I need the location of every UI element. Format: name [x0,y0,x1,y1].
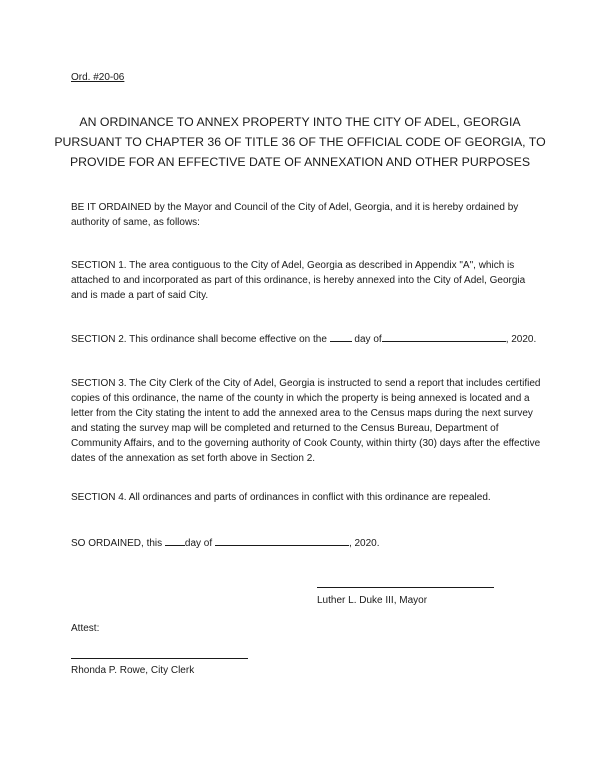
section-3-paragraph: SECTION 3. The City Clerk of the City of Adel, Georgia is instructed to send a report that includes certified copies of this ordinance, the name of the county in which the property is being annexed is located and a letter from the City stating the intent to add the annexed area to the Census maps during the next survey and stating the survey map will be completed and returned to the Census Bureau, Department of Community Affairs, and to the governing authority of Cook County, within thirty (30) days after the effective dates of the annexation as set forth above in Section 2. [71,378,541,464]
so-ordained-text-end: , 2020. [348,538,380,549]
title-line-3: PROVIDE FOR AN EFFECTIVE DATE OF ANNEXATION AND OTHER PURPOSES [69,155,531,169]
title-line-1: AN ORDINANCE TO ANNEX PROPERTY INTO THE CITY OF ADEL, GEORGIA [79,115,521,129]
so-ordained-text-start: SO ORDAINED, this [71,538,165,549]
ordained-month-blank [215,535,349,546]
ordinance-number: Ord. #20-06 [71,72,125,83]
section-2-text-mid: day of [351,334,382,345]
mayor-name: Luther L. Duke III, Mayor [317,595,428,606]
section-2-paragraph [71,331,541,347]
effective-month-blank [382,331,506,342]
clerk-signature-line [71,658,248,659]
so-ordained-paragraph [71,535,541,551]
clerk-name: Rhonda P. Rowe, City Clerk [71,665,195,676]
mayor-signature-line [317,587,494,588]
section-2-text-end: , 2020. [505,334,537,345]
so-ordained-text-mid: day of [184,538,215,549]
section-2-text-start: SECTION 2. This ordinance shall become effective on the [71,334,330,345]
section-1-paragraph: SECTION 1. The area contiguous to the City of Adel, Georgia as described in Appendix "A", which is attached to and incorporated as part of this ordinance, is hereby annexed into the City of Adel, Georgia and is made a part of said City. [71,260,526,301]
ordained-day-blank [165,535,185,546]
intro-paragraph: BE IT ORDAINED by the Mayor and Council of the City of Adel, Georgia, and it is hereby ordained by authority of same, as follows: [71,202,519,228]
ordinance-title [40,112,560,172]
section-4-paragraph: SECTION 4. All ordinances and parts of ordinances in conflict with this ordinance are repealed. [71,492,491,503]
attest-label: Attest: [71,623,100,634]
effective-day-blank [330,331,352,342]
title-line-2: PURSUANT TO CHAPTER 36 OF TITLE 36 OF THE OFFICIAL CODE OF GEORGIA, TO [54,135,546,149]
